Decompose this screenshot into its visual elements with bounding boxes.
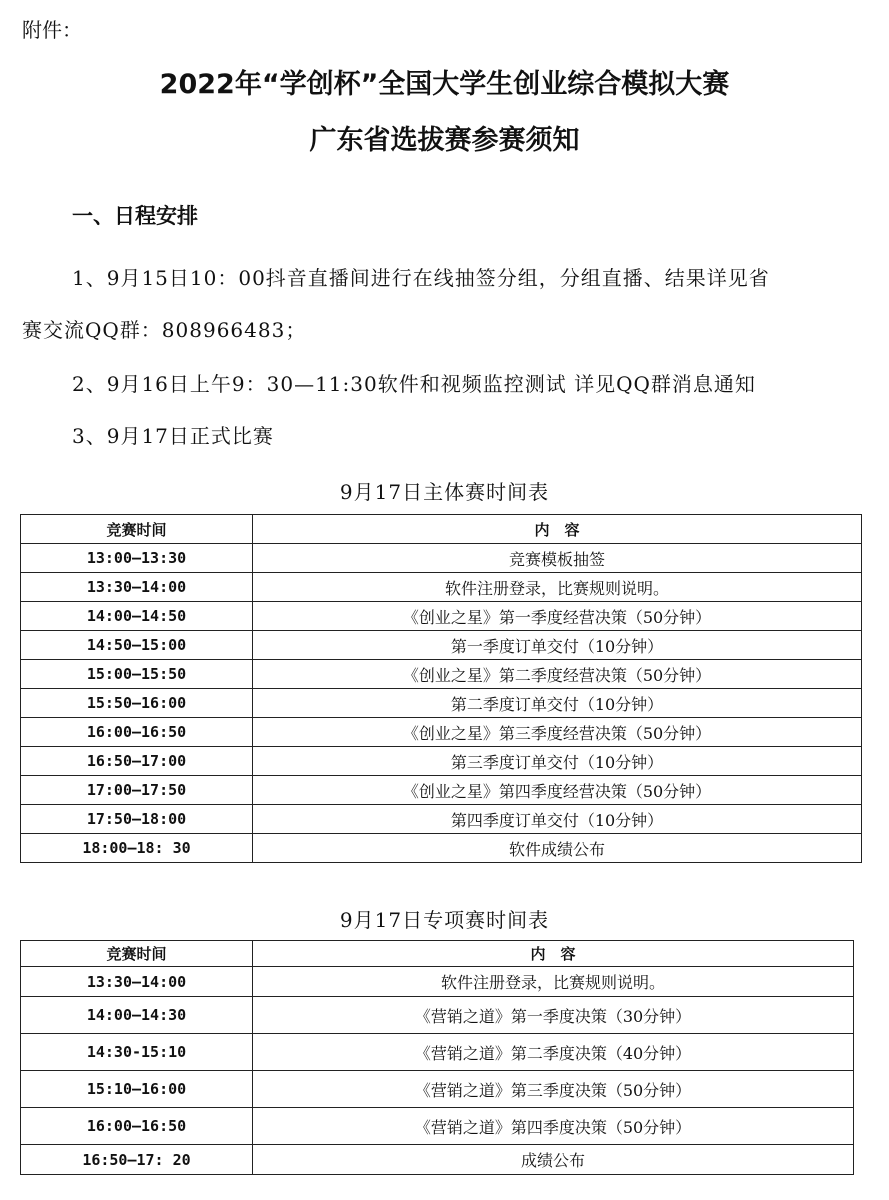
table-row (21, 1071, 854, 1108)
schedule-item-1-line-2: 赛交流QQ群：808966483； (22, 318, 307, 342)
column-header-time: 竞赛时间 (21, 941, 253, 967)
cell-time: 15:50—16:00 (21, 689, 253, 718)
cell-time: 14:30-15:10 (21, 1034, 253, 1071)
cell-time: 16:00—16:50 (21, 718, 253, 747)
table-row (21, 805, 862, 834)
cell-content: 《营销之道》第四季度决策（50分钟） (253, 1108, 854, 1145)
cell-time: 14:50—15:00 (21, 631, 253, 660)
cell-time: 13:30—14:00 (21, 573, 253, 602)
table-row (21, 776, 862, 805)
cell-time: 17:00—17:50 (21, 776, 253, 805)
table-row (21, 660, 862, 689)
table-row (21, 573, 862, 602)
table-row (21, 718, 862, 747)
cell-content: 竞赛模板抽签 (253, 544, 862, 573)
cell-content: 《创业之星》第一季度经营决策（50分钟） (253, 602, 862, 631)
cell-time: 16:00—16:50 (21, 1108, 253, 1145)
page-title: 2022年“学创杯”全国大学生创业综合模拟大赛 (159, 69, 730, 100)
cell-content: 《创业之星》第四季度经营决策（50分钟） (253, 776, 862, 805)
cell-content: 第三季度订单交付（10分钟） (253, 747, 862, 776)
main-table-caption: 9月17日主体赛时间表 (339, 480, 550, 504)
table-row (21, 967, 854, 997)
section-heading-schedule: 一、日程安排 (72, 204, 198, 228)
cell-time: 16:50—17: 20 (21, 1145, 253, 1175)
main-schedule-table (20, 514, 862, 863)
cell-content: 《营销之道》第三季度决策（50分钟） (253, 1071, 854, 1108)
page-subtitle: 广东省选拔赛参赛须知 (309, 125, 580, 156)
cell-content: 软件成绩公布 (253, 834, 862, 863)
cell-content: 第一季度订单交付（10分钟） (253, 631, 862, 660)
cell-time: 15:10—16:00 (21, 1071, 253, 1108)
special-schedule-table (20, 940, 854, 1175)
cell-content: 《创业之星》第二季度经营决策（50分钟） (253, 660, 862, 689)
table-header-row (21, 941, 854, 967)
table-row (21, 689, 862, 718)
table-row (21, 544, 862, 573)
cell-time: 14:00—14:30 (21, 997, 253, 1034)
cell-content: 《营销之道》第二季度决策（40分钟） (253, 1034, 854, 1071)
table-row (21, 834, 862, 863)
cell-content: 软件注册登录，比赛规则说明。 (253, 573, 862, 602)
column-header-content: 内 容 (253, 941, 854, 967)
schedule-item-2: 2、9月16日上午9：30—11:30软件和视频监控测试 详见QQ群消息通知 (72, 372, 756, 396)
schedule-item-3: 3、9月17日正式比赛 (72, 424, 274, 448)
table-row (21, 602, 862, 631)
column-header-time: 竞赛时间 (21, 515, 253, 544)
cell-time: 16:50—17:00 (21, 747, 253, 776)
table-header-row (21, 515, 862, 544)
special-table-caption: 9月17日专项赛时间表 (339, 908, 550, 932)
cell-content: 第二季度订单交付（10分钟） (253, 689, 862, 718)
attachment-label: 附件： (22, 18, 82, 42)
table-row (21, 1108, 854, 1145)
cell-content: 成绩公布 (253, 1145, 854, 1175)
table-row (21, 631, 862, 660)
cell-time: 14:00—14:50 (21, 602, 253, 631)
cell-content: 《营销之道》第一季度决策（30分钟） (253, 997, 854, 1034)
cell-time: 18:00—18: 30 (21, 834, 253, 863)
cell-time: 13:00—13:30 (21, 544, 253, 573)
table-row (21, 997, 854, 1034)
cell-content: 第四季度订单交付（10分钟） (253, 805, 862, 834)
schedule-item-1-line-1: 1、9月15日10：00抖音直播间进行在线抽签分组，分组直播、结果详见省 (72, 266, 770, 290)
column-header-content: 内 容 (253, 515, 862, 544)
cell-time: 13:30—14:00 (21, 967, 253, 997)
cell-time: 17:50—18:00 (21, 805, 253, 834)
cell-content: 《创业之星》第三季度经营决策（50分钟） (253, 718, 862, 747)
table-row (21, 1145, 854, 1175)
table-row (21, 747, 862, 776)
cell-time: 15:00—15:50 (21, 660, 253, 689)
table-row (21, 1034, 854, 1071)
cell-content: 软件注册登录，比赛规则说明。 (253, 967, 854, 997)
